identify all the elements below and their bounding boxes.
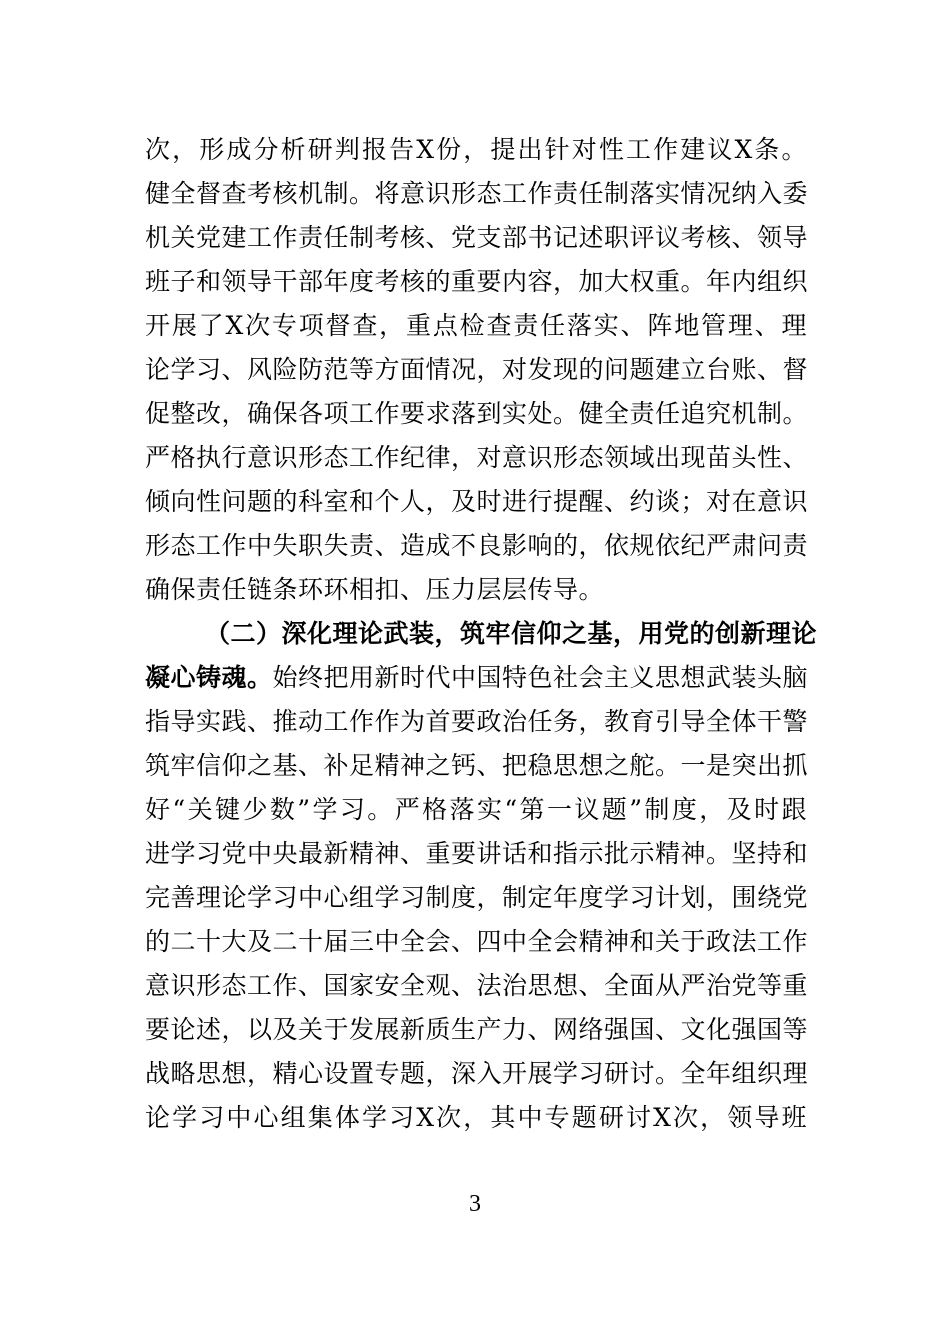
text-line: 完善理论学习中心组学习制度，制定年度学习计划，围绕党 (145, 883, 809, 912)
text-line: 次，形成分析研判报告X份，提出针对性工作建议X条。 (145, 135, 807, 164)
section-heading-tail: 凝心铸魂。 (145, 663, 273, 692)
text-line: 论学习中心组集体学习X次，其中专题研讨X次，领导班 (145, 1103, 807, 1132)
text-line: 的二十大及二十届三中全会、四中全会精神和关于政法工作 (145, 927, 809, 956)
text-line: 战略思想，精心设置专题，深入开展学习研讨。全年组织理 (145, 1059, 809, 1088)
text-line: 确保责任链条环环相扣、压力层层传导。 (145, 575, 605, 604)
text-line: 倾向性问题的科室和个人，及时进行提醒、约谈；对在意识 (145, 487, 809, 516)
text-line: 形态工作中失职失责、造成不良影响的，依规依纪严肃问责 (145, 531, 809, 560)
section-heading-continued (145, 656, 807, 700)
text-line: 好“关键少数”学习。严格落实“第一议题”制度，及时跟 (145, 795, 807, 824)
page-number: 3 (469, 1191, 481, 1217)
text-line: 开展了X次专项督查，重点检查责任落实、阵地管理、理 (145, 311, 807, 340)
text-line: 机关党建工作责任制考核、党支部书记述职评议考核、领导 (145, 223, 809, 252)
text-line: 意识形态工作、国家安全观、法治思想、全面从严治党等重 (145, 971, 809, 1000)
text-line: 健全督查考核机制。将意识形态工作责任制落实情况纳入委 (145, 179, 809, 208)
text-line: 指导实践、推动工作作为首要政治任务，教育引导全体干警 (145, 707, 809, 736)
text-line: 要论述，以及关于发展新质生产力、网络强国、文化强国等 (145, 1015, 809, 1044)
text-line: 严格执行意识形态工作纪律，对意识形态领域出现苗头性、 (145, 443, 809, 472)
text-line: 筑牢信仰之基、补足精神之钙、把稳思想之舵。一是突出抓 (145, 751, 809, 780)
section-body-start: 始终把用新时代中国特色社会主义思想武装头脑 (272, 663, 809, 692)
text-line: 论学习、风险防范等方面情况，对发现的问题建立台账、督 (145, 355, 809, 384)
text-line: 班子和领导干部年度考核的重要内容，加大权重。年内组织 (145, 267, 809, 296)
text-line: 进学习党中央最新精神、重要讲话和指示批示精神。坚持和 (145, 839, 809, 868)
section-heading: （二）深化理论武装，筑牢信仰之基，用党的创新理论 (205, 619, 818, 648)
text-line: 促整改，确保各项工作要求落到实处。健全责任追究机制。 (145, 399, 809, 428)
